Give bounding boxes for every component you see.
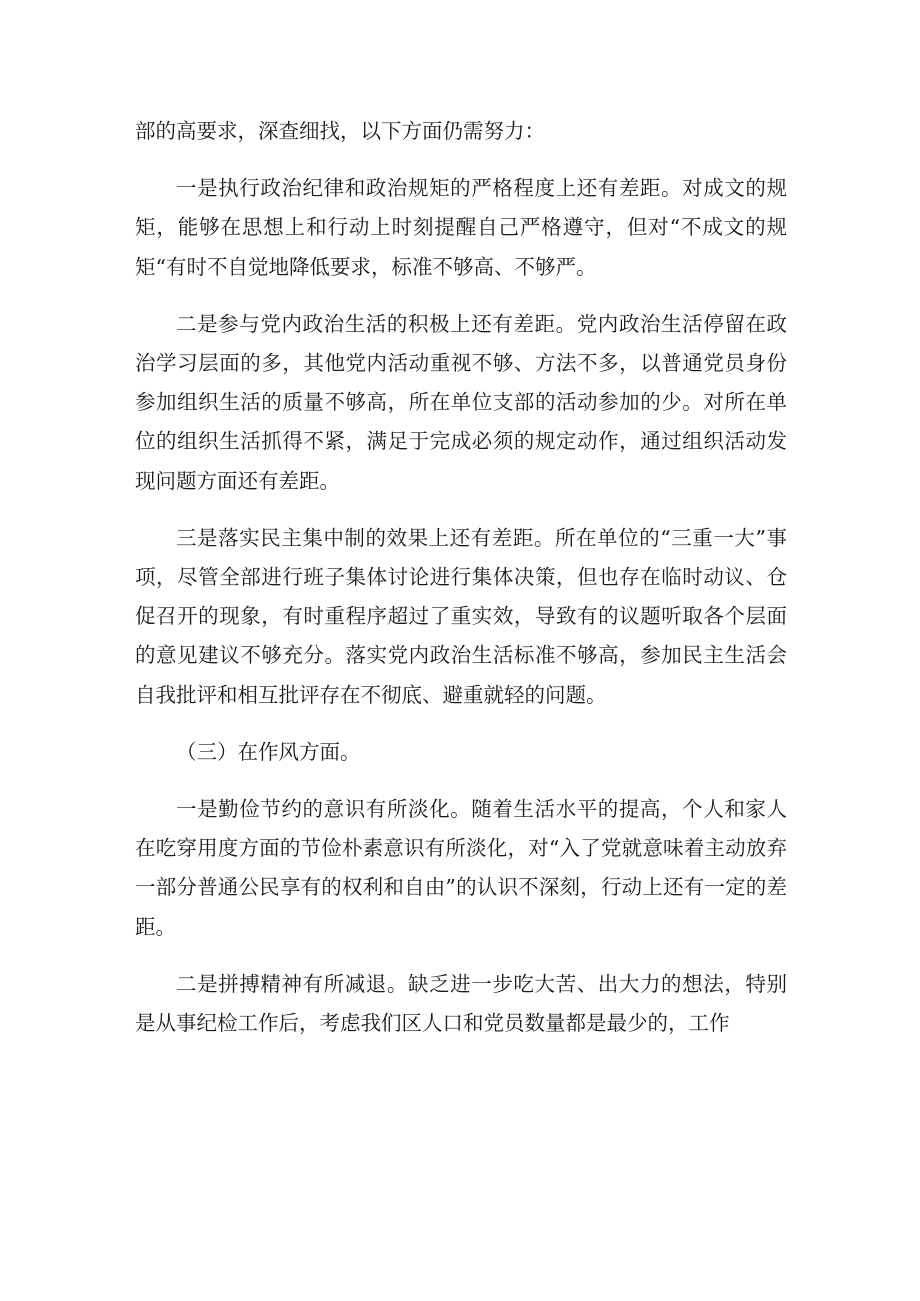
section-heading-work-style: （三）在作风方面。 — [176, 739, 361, 764]
paragraph-striving-spirit: 二是拼搏精神有所减退。缺乏进一步吃大苦、出大力的想法，特别是从事纪检工作后，考虑我们区人口和党员数量都是最少的，工作 — [135, 971, 787, 1036]
document-body — [135, 112, 787, 1061]
paragraph-democratic-centralism: 三是落实民主集中制的效果上还有差距。所在单位的“三重一大”事项，尽管全部进行班子集体讨论进行集体决策，但也存在临时动议、仓促召开的现象，有时重程序超过了重实效，导致有的议题听取各个层面的意见建议不够充分。落实党内政治生活标准不够高，参加民主生活会自我批评和相互批评存在不彻底、避重就轻的问题。 — [135, 525, 787, 707]
paragraph-party-life: 二是参与党内政治生活的积极上还有差距。党内政治生活停留在政治学习层面的多，其他党内活动重视不够、方法不多，以普通党员身份参加组织生活的质量不够高，所在单位支部的活动参加的少。对所在单位的组织生活抓得不紧，满足于完成必须的规定动作，通过组织活动发现问题方面还有差距。 — [135, 311, 787, 493]
paragraph-continuation: 部的高要求，深查细找，以下方面仍需努力： — [135, 119, 545, 143]
paragraph-political-discipline: 一是执行政治纪律和政治规矩的严格程度上还有差距。对成文的规矩，能够在思想上和行动上时刻提醒自己严格遵守，但对“不成文的规矩“有时不自觉地降低要求，标准不够高、不够严。 — [135, 176, 787, 279]
paragraph-frugality: 一是勤俭节约的意识有所淡化。随着生活水平的提高，个人和家人在吃穿用度方面的节俭朴素意识有所淡化，对“入了党就意味着主动放弃一部分普通公民享有的权利和自由”的认识不深刻，行动上还有一定的差距。 — [135, 797, 787, 939]
